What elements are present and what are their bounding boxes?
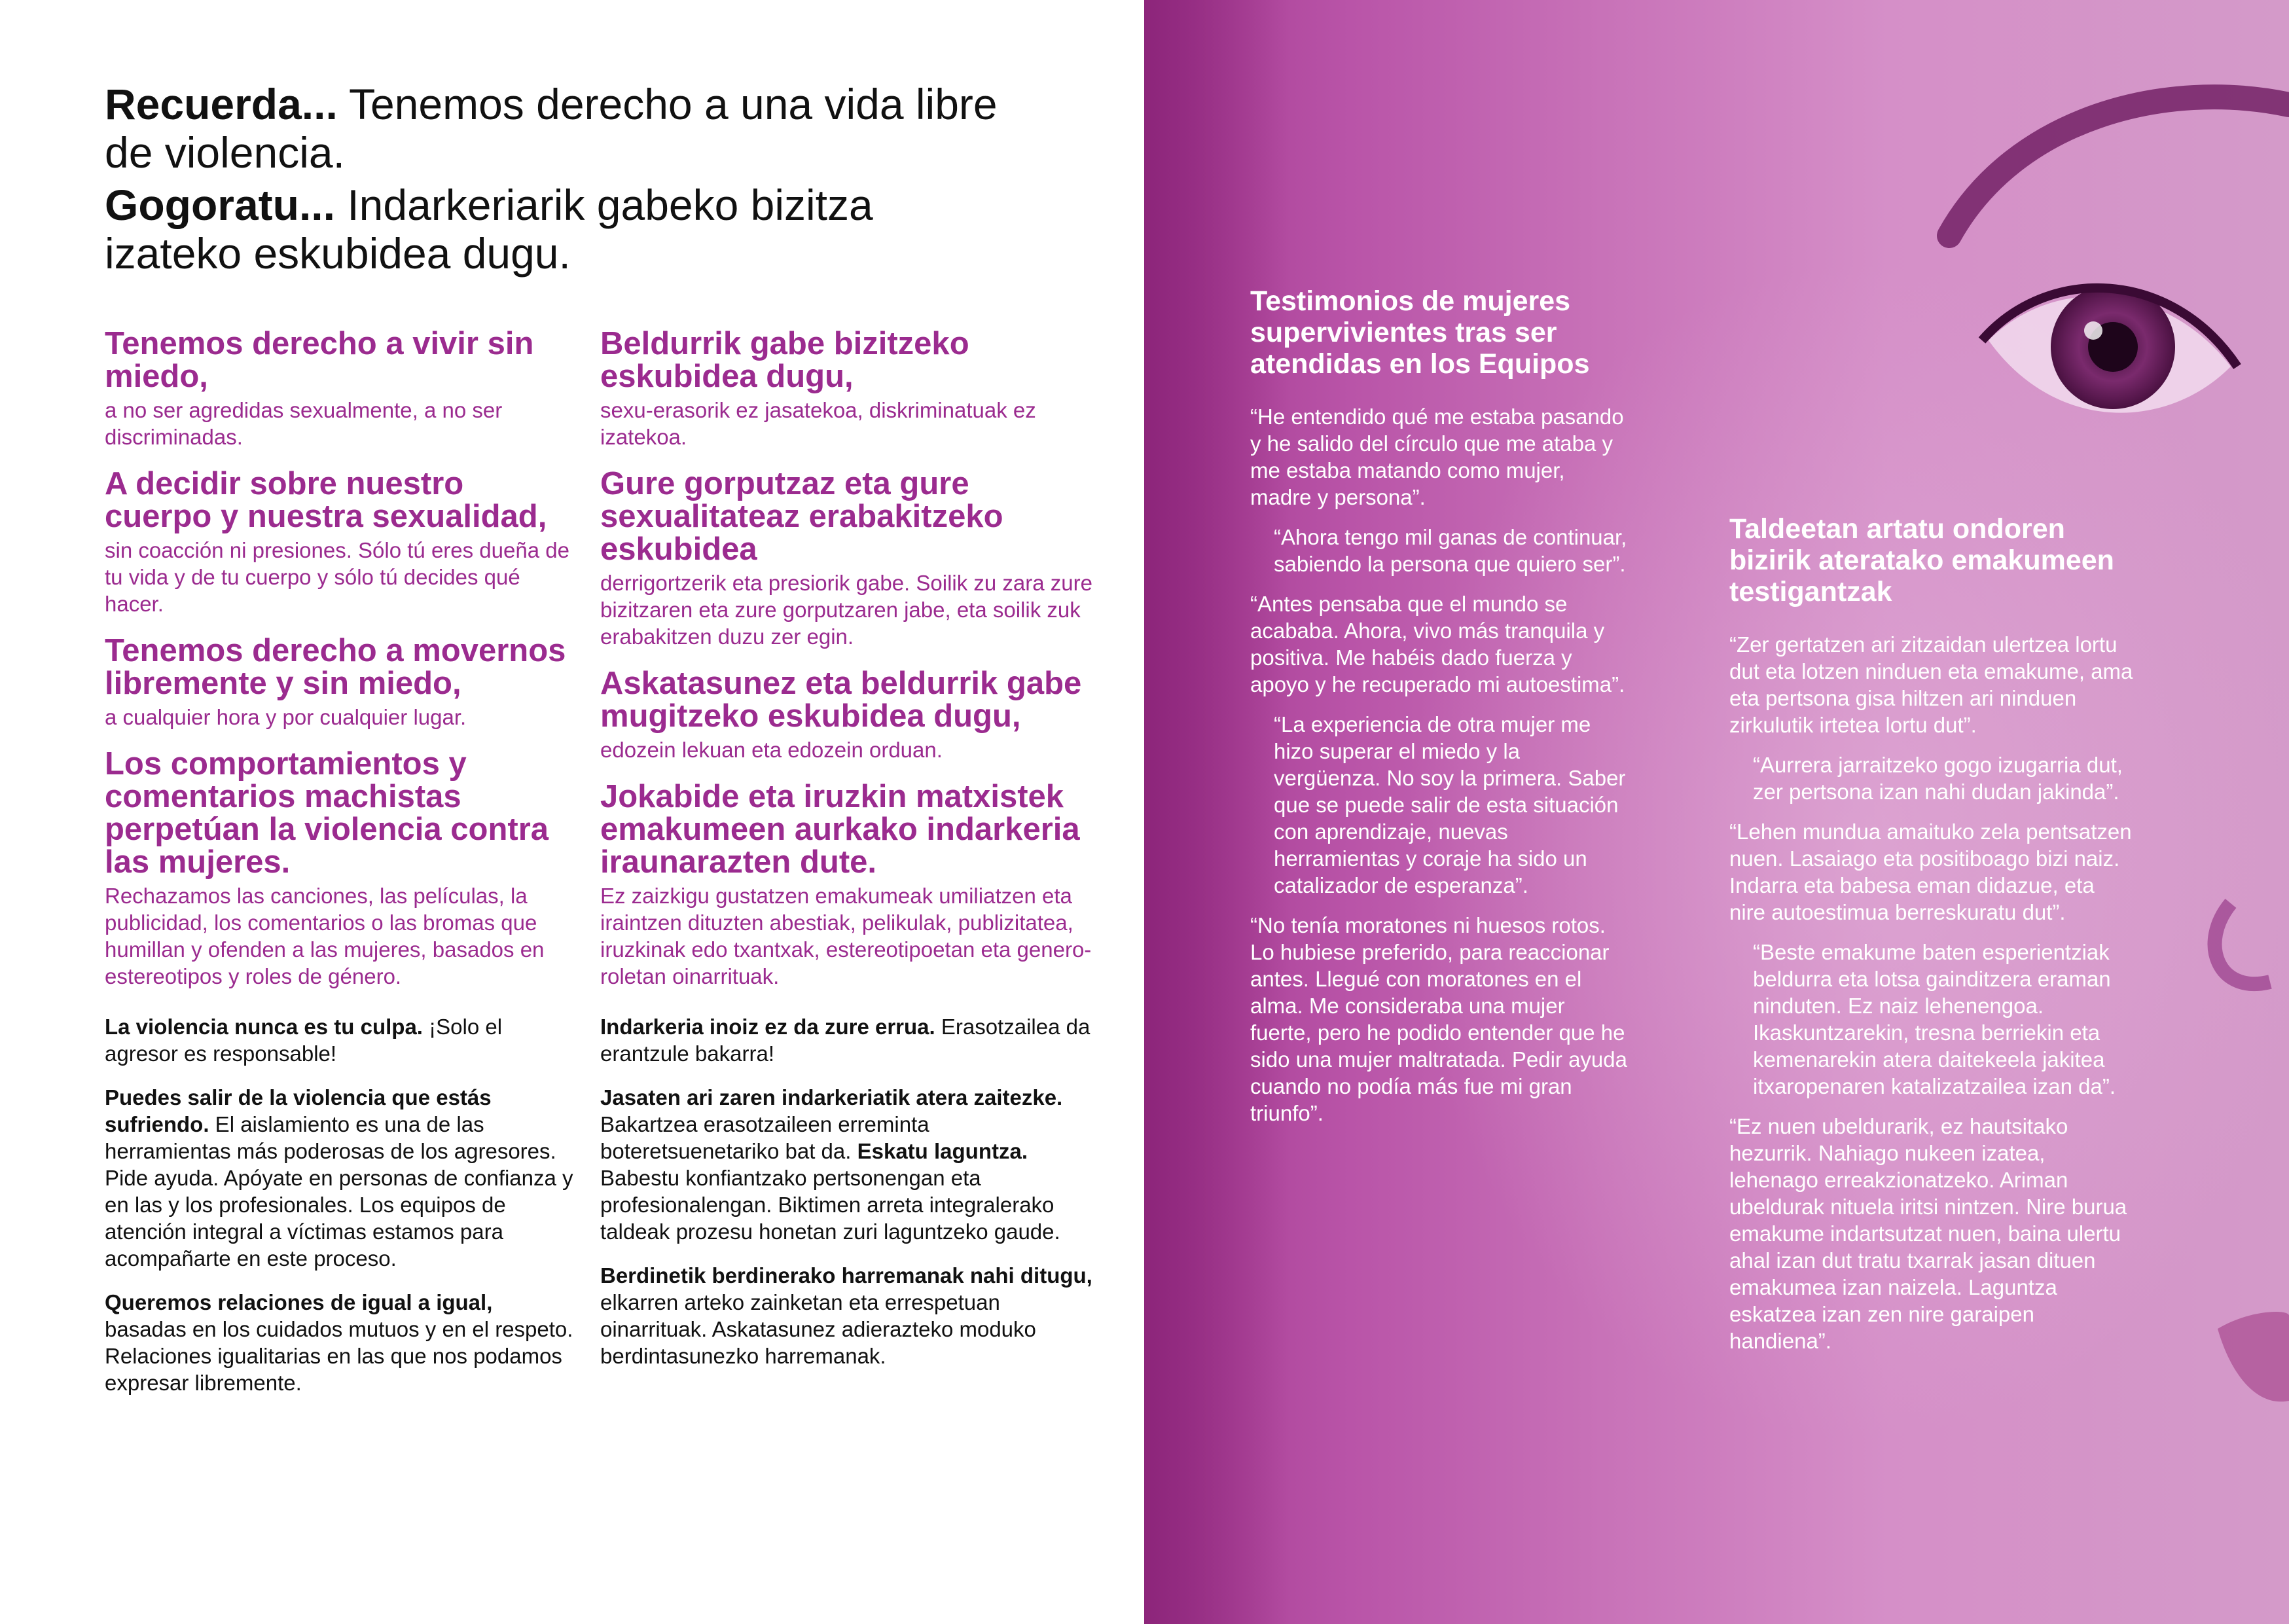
section-title: Jokabide eta iruzkin matxistek emakumeen aurkako indarkeria iraunarazten dute. [600, 779, 1080, 880]
testimonial-quote: “Aurrera jarraitzeko gogo izugarria dut, zer pertsona izan nahi dudan jakinda”. [1753, 753, 2123, 804]
es-section-1 [105, 327, 576, 450]
testimonials-spanish [1250, 285, 1630, 1140]
es-section-2 [105, 467, 576, 617]
section-title: Tenemos derecho a vivir sin miedo, [105, 326, 534, 394]
testimonial-quote: “Ez nuen ubeldurarik, ez hautsitako hezurrik. Nahiago nukeen izatea, lehenago erreakzionatzeko. Ariman ubeldurak nituela iritsi nintzen. Nire burua emakume indartsutzat nuen, baina ulertu ahal izan dut tratu txarrak jasan dituen emakumea izan naizela. Laguntza eskatzea izan zen nire garaipen handiena”. [1729, 1114, 2127, 1353]
left-page [0, 0, 1144, 1624]
eu-note-3: Berdinetik berdinerako harremanak nahi ditugu, elkarren arteko zainketan eta errespetuan oinarrituak. Askatasunez adierazteko moduko berdintasunezko harremanak. [600, 1263, 1092, 1368]
eye-highlight [2084, 321, 2102, 340]
testimonial-quote: “Ahora tengo mil ganas de continuar, sabiendo la persona que quiero ser”. [1274, 525, 1627, 576]
es-section-3 [105, 634, 576, 731]
basque-column [600, 327, 1098, 1369]
spanish-column [105, 327, 576, 1396]
es-section-4 [105, 748, 576, 990]
eu-section-1 [600, 327, 1098, 450]
lips [2218, 1312, 2289, 1401]
testimonial-quote: “Lehen mundua amaituko zela pentsatzen nuen. Lasaiago eta positiboago bizi naiz. Indarra eta babesa eman didazue, eta nire autoestimua berreskuratu dut”. [1729, 820, 2132, 924]
section-title: Beldurrik gabe bizitzeko eskubidea dugu, [600, 326, 969, 394]
section-body: sexu-erasorik ez jasatekoa, diskriminatuak ez izatekoa. [600, 398, 1036, 449]
section-body: edozein lekuan eta edozein orduan. [600, 738, 943, 762]
section-body: derrigortzerik eta presiorik gabe. Soilik zu zara zure bizitzaren eta zure gorputzaren jabe, eta soilik zuk erabakitzen duzu zer egin. [600, 571, 1092, 649]
testimonial-quote: “He entendido qué me estaba pasando y he salido del círculo que me ataba y me estaba matando como mujer, madre y persona”. [1250, 405, 1624, 509]
eyebrow [1949, 97, 2289, 236]
testimonials-title: Taldeetan artatu ondoren bizirik ateratako emakumeen testigantzak [1729, 513, 2114, 607]
es-note-3: Queremos relaciones de igual a igual, basadas en los cuidados mutuos y en el respeto. Relaciones igualitarias en las que nos podamos expresar libremente. [105, 1290, 573, 1395]
section-title: Askatasunez eta beldurrik gabe mugitzeko eskubidea dugu, [600, 666, 1082, 734]
section-title: A decidir sobre nuestro cuerpo y nuestra sexualidad, [105, 466, 547, 534]
section-title: Tenemos derecho a movernos libremente y sin miedo, [105, 633, 566, 701]
section-title: Gure gorputzaz eta gure sexualitateaz erabakitzeko eskubidea [600, 466, 1003, 567]
headline [105, 80, 1021, 278]
testimonial-quote: “Zer gertatzen ari zitzaidan ulertzea lortu dut eta lotzen ninduen eta emakume, ama eta pertsona gisa hiltzen ari ninduen zirkulutik irtetea lortu dut”. [1729, 632, 2133, 737]
eu-note-1: Indarkeria inoiz ez da zure errua. Erasotzailea da erantzule bakarra! [600, 1015, 1090, 1066]
testimonial-quote: “Antes pensaba que el mundo se acababa. Ahora, vivo más tranquila y positiva. Me habéis dado fuerza y apoyo y he recuperado mi autoestima”. [1250, 592, 1625, 696]
testimonials-basque [1729, 513, 2135, 1367]
es-note-2: Puedes salir de la violencia que estás sufriendo. El aislamiento es una de las herramientas más poderosas de los agresores. Pide ayuda. Apóyate en personas de confianza y en las y los profesionales. Los equipos de atención integral a víctimas estamos para acompañarte en este proceso. [105, 1085, 573, 1271]
section-body: Ez zaizkigu gustatzen emakumeak umiliatzen eta iraintzen dituzten abestiak, pelikulak, publizitatea, iruzkinak edo txantxak, estereotipoetan eta genero-roletan oinarrituak. [600, 884, 1092, 988]
headline-eu: Gogoratu... Indarkeriarik gabeko bizitza izateko eskubidea dugu. [105, 181, 873, 278]
es-note-1: La violencia nunca es tu culpa. ¡Solo el agresor es responsable! [105, 1015, 503, 1066]
testimonial-quote: “No tenía moratones ni huesos rotos. Lo hubiese preferido, para reaccionar antes. Llegué con moratones en el alma. Me consideraba una mujer fuerte, pero he podido entender que he sido una mujer maltratada. Pedir ayuda cuando no podía más fue mi gran triunfo”. [1250, 913, 1627, 1125]
testimonial-quote: “Beste emakume baten esperientziak beldurra eta lotsa gainditzera eraman ninduten. Ez naiz lehenengoa. Ikaskuntzarekin, tresna berriekin eta kemenarekin atera daitekeela jakitea itxaropenaren katalizatzailea izan da”. [1753, 940, 2116, 1098]
section-body: a cualquier hora y por cualquier lugar. [105, 705, 467, 729]
headline-es: Recuerda... Tenemos derecho a una vida libre de violencia. [105, 80, 998, 177]
section-body: Rechazamos las canciones, las películas, la publicidad, los comentarios o las bromas que humillan y ofenden a las mujeres, basados en estereotipos y roles de género. [105, 884, 545, 988]
eu-section-2 [600, 467, 1098, 650]
testimonials-title: Testimonios de mujeres supervivientes tras ser atendidas en los Equipos [1250, 285, 1590, 380]
eu-note-2: Jasaten ari zaren indarkeriatik atera zaitezke. Bakartzea erasotzaileen erreminta boteretsuenetariko bat da. Eskatu laguntza. Babestu konfiantzako pertsonengan eta profesionalengan. Biktimen arreta integralerako taldeak prozesu honetan zuri laguntzeko gaude. [600, 1085, 1063, 1244]
section-body: sin coacción ni presiones. Sólo tú eres dueña de tu vida y de tu cuerpo y sólo tú decides qué hacer. [105, 538, 569, 616]
eu-section-3 [600, 667, 1098, 763]
section-title: Los comportamientos y comentarios machistas perpetúan la violencia contra las mujeres. [105, 746, 549, 880]
testimonial-quote: “La experiencia de otra mujer me hizo superar el miedo y la vergüenza. No soy la primera. Saber que se puede salir de esta situación con aprendizaje, nuevas herramientas y coraje ha sido un catalizador de esperanza”. [1274, 712, 1626, 897]
eu-section-4 [600, 780, 1098, 990]
photo-panel [1144, 0, 2289, 1624]
section-body: a no ser agredidas sexualmente, a no ser discriminadas. [105, 398, 503, 449]
